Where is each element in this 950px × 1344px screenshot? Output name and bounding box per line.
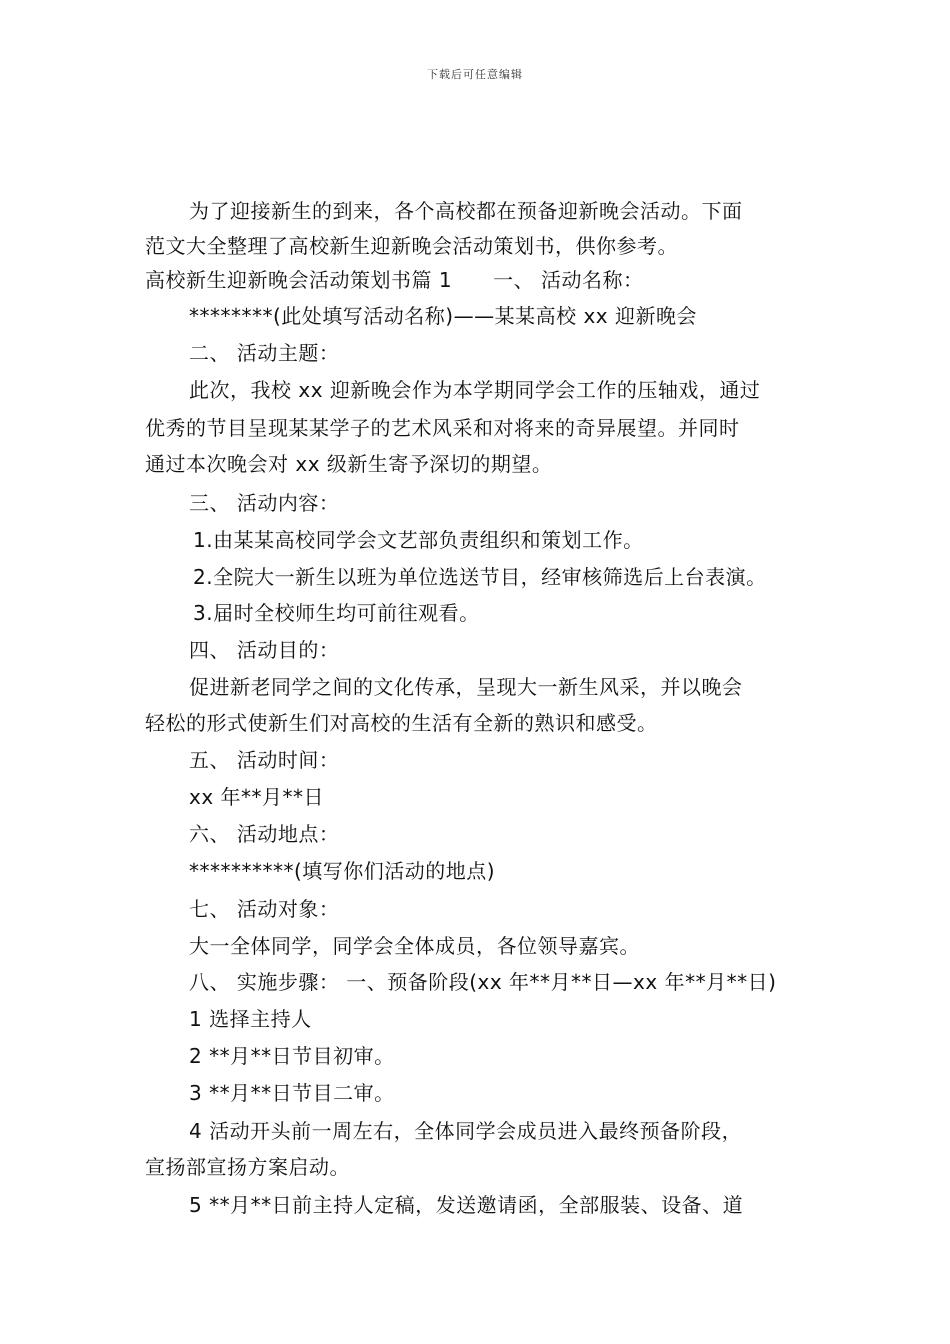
activity-time-text: xx 年**月**日	[189, 785, 325, 809]
section-6-heading: 六、 活动地点：	[189, 822, 340, 846]
section-3-heading: 三、 活动内容：	[189, 491, 340, 515]
content-item-3: 3.届时全校师生均可前往观看。	[193, 601, 480, 625]
theme-paragraph-line-3: 通过本次晚会对 xx 级新生寄予深切的期望。	[145, 452, 553, 476]
activity-location-text: **********(填写你们活动的地点)	[189, 859, 496, 883]
step-item-4-line-2: 宣扬部宣扬方案启动。	[145, 1155, 350, 1179]
purpose-paragraph-line-2: 轻松的形式使新生们对高校的生活有全新的熟识和感受。	[145, 711, 658, 735]
purpose-paragraph-line-1: 促进新老同学之间的文化传承，呈现大一新生风采，并以晚会	[189, 675, 743, 699]
plan-title-and-section-1-heading: 高校新生迎新晚会活动策划书篇 1 一、 活动名称：	[145, 268, 644, 292]
content-item-1: 1.由某某高校同学会文艺部负责组织和策划工作。	[193, 528, 644, 552]
section-5-heading: 五、 活动时间：	[189, 748, 340, 772]
activity-audience-text: 大一全体同学，同学会全体成员，各位领导嘉宾。	[189, 934, 640, 958]
section-8-heading: 八、 实施步骤： 一、预备阶段(xx 年**月**日—xx 年**月**日)	[189, 970, 777, 994]
activity-name-text: ********(此处填写活动名称)——某某高校 xx 迎新晚会	[189, 304, 697, 328]
paragraph-intro-line-2: 范文大全整理了高校新生迎新晚会活动策划书，供你参考。	[145, 234, 678, 258]
theme-paragraph-line-2: 优秀的节目呈现某某学子的艺术风采和对将来的奇异展望。并同时	[145, 416, 740, 440]
step-item-4-line-1: 4 活动开头前一周左右，全体同学会成员进入最终预备阶段，	[189, 1119, 743, 1143]
page-header: 下载后可任意编辑	[427, 68, 523, 81]
content-item-2: 2.全院大一新生以班为单位选送节目，经审核筛选后上台表演。	[193, 565, 767, 589]
section-7-heading: 七、 活动对象：	[189, 897, 340, 921]
step-item-5-line-1: 5 **月**日前主持人定稿，发送邀请函，全部服装、设备、道	[189, 1193, 744, 1217]
step-item-2: 2 **月**日节目初审。	[189, 1044, 395, 1068]
section-4-heading: 四、 活动目的：	[189, 638, 340, 662]
section-2-heading: 二、 活动主题：	[189, 341, 340, 365]
paragraph-intro-line-1: 为了迎接新生的到来，各个高校都在预备迎新晚会活动。下面	[189, 199, 743, 223]
theme-paragraph-line-1: 此次，我校 xx 迎新晚会作为本学期同学会工作的压轴戏，通过	[189, 378, 761, 402]
step-item-1: 1 选择主持人	[189, 1007, 312, 1031]
step-item-3: 3 **月**日节目二审。	[189, 1081, 395, 1105]
